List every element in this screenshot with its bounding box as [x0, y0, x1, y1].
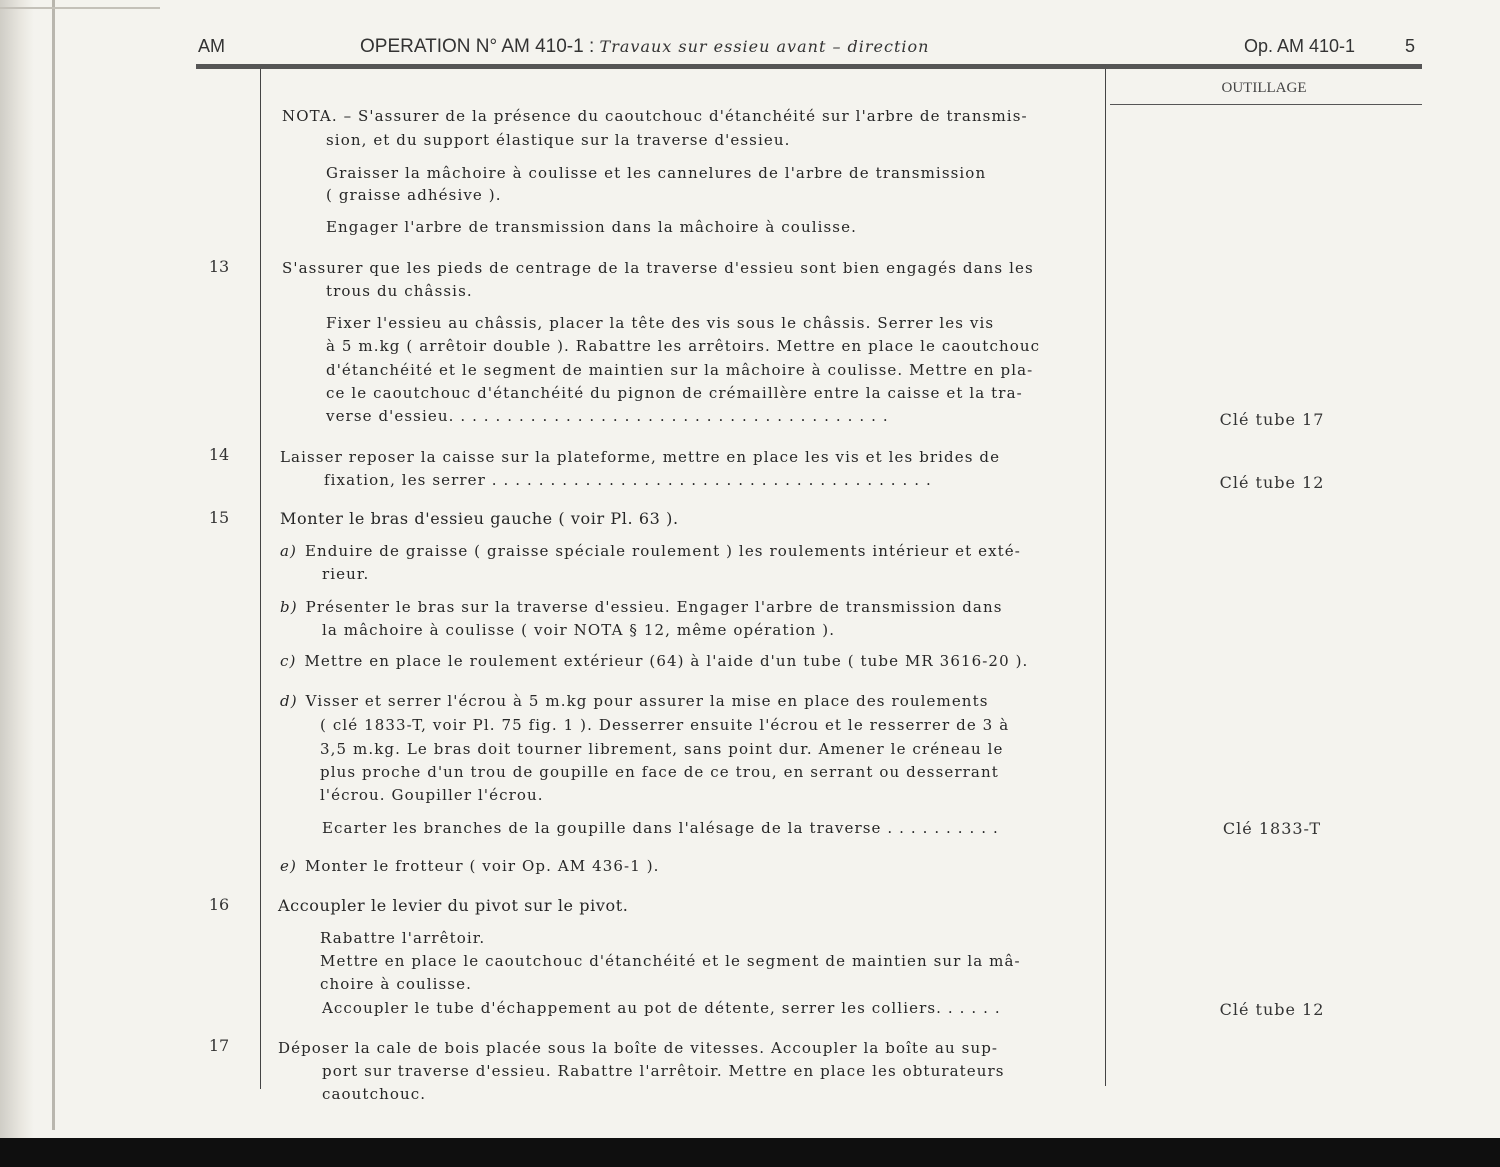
header-subtitle: Travaux sur essieu avant – direction — [599, 37, 930, 56]
column-divider-left — [260, 69, 261, 1089]
text-line — [280, 598, 1003, 616]
text-line: Rabattre l'arrêtoir. — [320, 929, 486, 947]
item-label: b) — [280, 598, 298, 616]
tool-column-rule — [1110, 104, 1422, 105]
text-line: d'étanchéité et le segment de maintien sur la mâchoire à coulisse. Mettre en pla- — [326, 361, 1034, 379]
header-left-code: AM — [198, 36, 225, 56]
text-line: ce le caoutchouc d'étanchéité du pignon de crémaillère entre la caisse et la tra- — [326, 384, 1023, 402]
text-line: Déposer la cale de bois placée sous la boîte de vitesses. Accoupler la boîte au sup- — [278, 1039, 999, 1057]
text-line: trous du châssis. — [326, 282, 473, 300]
binding-mark — [52, 0, 55, 1130]
text-line: fixation, les serrer . . . . . . . . . . . . . . . . . . . . . . . . . . . . . . . . . . . . . . — [324, 471, 932, 489]
text-line: ( clé 1833-T, voir Pl. 75 fig. 1 ). Desserrer ensuite l'écrou et le resserrer de 3 à — [320, 716, 1010, 734]
tool-entry: Clé tube 12 — [1219, 1000, 1325, 1019]
text-line: à 5 m.kg ( arrêtoir double ). Rabattre les arrêtoirs. Mettre en place le caoutchouc — [326, 337, 1041, 355]
text-line: caoutchouc. — [322, 1085, 427, 1103]
text-line: 3,5 m.kg. Le bras doit tourner librement, sans point dur. Amener le créneau le — [320, 740, 1004, 758]
step-number: 16 — [208, 895, 230, 914]
text-line: port sur traverse d'essieu. Rabattre l'arrêtoir. Mettre en place les obturateurs — [322, 1062, 1005, 1080]
item-text: Mettre en place le roulement extérieur (64) à l'aide d'un tube ( tube MR 3616-20 ). — [304, 652, 1029, 670]
text-line: S'assurer que les pieds de centrage de la traverse d'essieu sont bien engagés dans les — [282, 259, 1034, 277]
top-faint-rule — [0, 7, 160, 9]
tool-entry: Clé tube 12 — [1219, 473, 1325, 492]
text-line: ( graisse adhésive ). — [326, 186, 502, 204]
text-line: l'écrou. Goupiller l'écrou. — [320, 786, 544, 804]
tool-column-title: OUTILLAGE — [1221, 80, 1307, 96]
header-op-ref: Op. AM 410-1 — [1244, 36, 1356, 56]
text-line: la mâchoire à coulisse ( voir NOTA § 12, même opération ). — [322, 621, 836, 639]
page-left-edge — [0, 0, 34, 1167]
item-label: c) — [280, 652, 297, 670]
text-line: rieur. — [322, 565, 370, 583]
column-divider-right — [1105, 69, 1106, 1086]
text-line: Ecarter les branches de la goupille dans l'alésage de la traverse . . . . . . . . . . — [322, 819, 999, 837]
step-number: 13 — [208, 257, 230, 276]
header-rule — [196, 64, 1422, 69]
scan-bottom-band — [0, 1138, 1500, 1167]
text-line — [280, 857, 660, 875]
tool-entry: Clé tube 17 — [1219, 410, 1325, 429]
text-line — [280, 542, 1021, 560]
item-label: d) — [280, 692, 298, 710]
item-text: Monter le frotteur ( voir Op. AM 436-1 ). — [304, 857, 660, 875]
header-title-main: OPERATION N° AM 410-1 : — [360, 36, 595, 57]
item-label: e) — [280, 857, 297, 875]
text-line: Accoupler le tube d'échappement au pot de détente, serrer les colliers. . . . . . — [322, 999, 1001, 1017]
text-line: verse d'essieu. . . . . . . . . . . . . . . . . . . . . . . . . . . . . . . . . . . . . . — [326, 407, 889, 425]
step-number: 14 — [208, 445, 230, 464]
step-number: 15 — [208, 508, 230, 527]
page-number: 5 — [1405, 36, 1416, 56]
text-line: plus proche d'un trou de goupille en face de ce trou, en serrant ou desserrant — [320, 763, 999, 781]
text-line — [280, 692, 989, 710]
text-line: Laisser reposer la caisse sur la plateforme, mettre en place les vis et les brides de — [280, 448, 1001, 466]
tool-entry: Clé 1833-T — [1222, 819, 1322, 838]
text-line — [280, 652, 1028, 670]
item-text: Enduire de graisse ( graisse spéciale roulement ) les roulements intérieur et exté- — [305, 542, 1021, 560]
item-text: Présenter le bras sur la traverse d'essieu. Engager l'arbre de transmission dans — [305, 598, 1003, 616]
step-number: 17 — [208, 1036, 230, 1055]
text-line: choire à coulisse. — [320, 975, 472, 993]
text-line: NOTA. – S'assurer de la présence du caoutchouc d'étanchéité sur l'arbre de transmis- — [282, 107, 1028, 125]
header-title — [360, 36, 929, 58]
text-line: Accoupler le levier du pivot sur le pivot. — [278, 896, 629, 915]
item-label: a) — [280, 542, 297, 560]
text-line: Monter le bras d'essieu gauche ( voir Pl. 63 ). — [280, 509, 679, 528]
item-text: Visser et serrer l'écrou à 5 m.kg pour assurer la mise en place des roulements — [305, 692, 989, 710]
text-line: Mettre en place le caoutchouc d'étanchéité et le segment de maintien sur la mâ- — [320, 952, 1021, 970]
text-line: sion, et du support élastique sur la traverse d'essieu. — [326, 131, 791, 149]
text-line: Graisser la mâchoire à coulisse et les cannelures de l'arbre de transmission — [326, 164, 987, 182]
text-line: Engager l'arbre de transmission dans la mâchoire à coulisse. — [326, 218, 857, 236]
text-line: Fixer l'essieu au châssis, placer la tête des vis sous le châssis. Serrer les vis — [326, 314, 995, 332]
